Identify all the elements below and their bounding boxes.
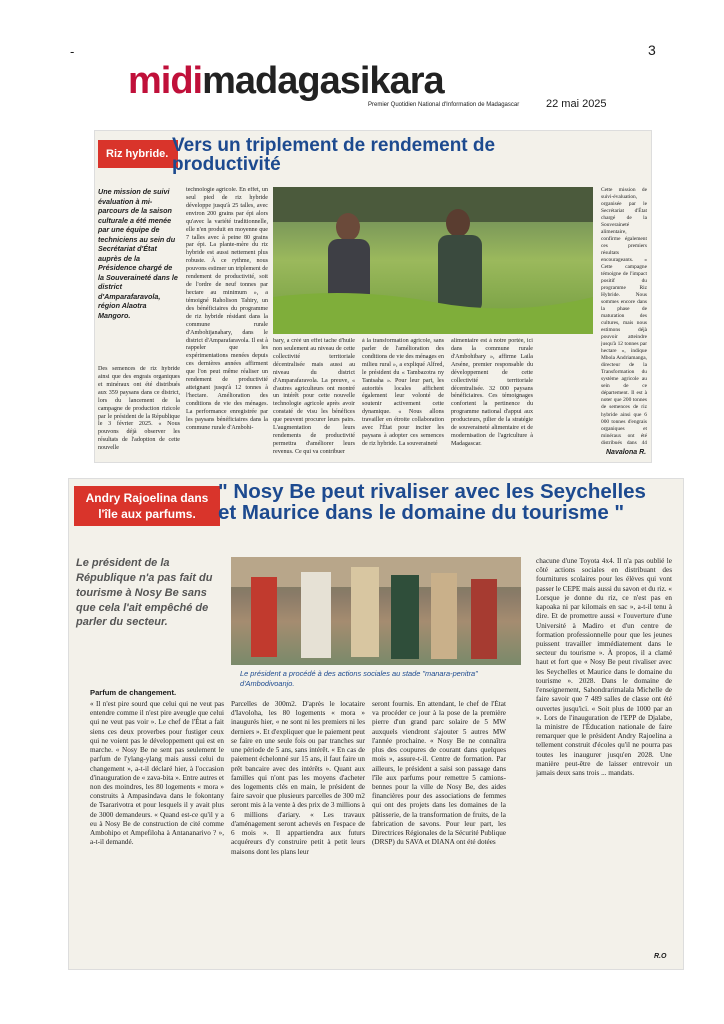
article-nosybe-signature: R.O [654,953,667,960]
rice-field-photo [273,187,593,334]
article-nosybe-subhead: Parfum de changement. [90,688,177,697]
newspaper-masthead [128,60,528,108]
article-nosybe-lede: Le président de la République n'a pas fait du tourisme à Nosy Be sans que cela l'ait empêché de parler du secteur. [76,557,213,629]
page-number: 3 [648,42,656,58]
article-rice-col1: Des semences de riz hybride ainsi que des engrais organiques et minéraux ont été distribués aux 359 paysans dans ce district, lors du lancement de la campagne de production rizicole par le président de la République le 3 février 2025. « Nous pouvons déjà observer les résultats de l'adoption de cette nouvelle [98,366,180,452]
article-rice-headline: Vers un triplement de rendement de productivité [172,135,496,175]
ceremony-caption: Le président a procédé à des actions sociales au stade "manara-penitra" d'Ambodivoanjo. [240,669,478,688]
article-rice-col5: alimentaire est à notre portée, ici dans la commune rurale d'Ambohibary », affirme Laila Arséne, premier responsable du développement de cette collectivité territoriale décentralisée. 32 000 paysans bénéficiaires. Ces témoignages confortent la pertinence du programme national d'appui aux producteurs, pilier de la stratégie de souveraineté alimentaire et de modernisation de l'agriculture à Madagascar. [451,338,533,447]
article-rice-col3: bary, a créé un effet tache d'huile non seulement au niveau de cette collectivité territoriale décentralisée mais aussi au niveau du district d'Amparafaravola. La preuve, « d'autres agriculteurs ont montré un intérêt pour cette nouvelle technologie agricole après avoir constaté de visu les bénéfices que peuvent procurer leurs pairs. L'augmentation de leurs rendements de productivité permettra d'améliorer leurs revenus. Ce qui va contribuer [273,338,355,455]
article-rice-kicker: Riz hybride. [98,140,178,168]
article-nosybe-col2: Parcelles de 300m2. D'après le locataire d'Iavoloha, les 80 logements « mora » inaugurés hier, « ne sont ni les premiers ni les derniers ». Et d'expliquer que le paiement peut se faire en une seule fois ou par tranches sur une période de 5 ans, sans intérêt. « En cas de paiement échelonné sur 15 ans, il faut faire un prêt bancaire avec des intérêts ». Quant aux familles qui n'ont pas les moyens d'acheter des logements clés en main, le président de faire savoir que plusieurs parcelles de 300 m2 seront mis à la vente à des prix de 3 millions à 6 millions d'ariary. « Les travaux d'aménagement seront achevés en l'espace de 6 mois ». Il appartiendra aux futurs acquéreurs d'y construire petit à petit leurs maisons dont les plans leur [231,700,365,856]
issue-date: 22 mai 2025 [546,98,607,110]
masthead-midi: midi [128,60,203,102]
ceremony-photo [231,557,521,665]
article-rice-col2: technologie agricole. En effet, un seul pied de riz hybride développe jusqu'à 25 talles, avec environ 200 grains par épi alors qu'avec la variété traditionnelle, elle n'en produit en moyenne que 7 talles avec à peine 80 grains par épi. La plante-mère du riz hybride est aussi nettement plus robuste. À ce rythme, nous pouvons estimer un triplement de rendement de productivité, soit de l'ordre de neuf tonnes par hectare au minimum », a témoigné Raholison Tahiry, un des bénéficiaires du programme de riz hybride résidant dans la commune rurale d'Ambohijanahary, dans le district d'Amparafaravola. Il est à rappeler que les expérimentations menées depuis ces dernières années affirment que l'on peut même réaliser un rendement de productivité atteignant jusqu'à 12 tonnes à l'hectare. Amélioration des conditions de vie des ménages. La performance enregistrée par les paysans bénéficiaires dans la commune rurale d'Ambohi- [186,187,268,431]
rice-photo-figures [273,187,593,334]
article-rice-lede: Une mission de suivi évaluation à mi-parcours de la saison culturale a été menée par une équipe de techniciens au sein du Secrétariat d'État auprès de la Présidence chargé de la Souveraineté dans le district d'Amparafaravola, région Alaotra Mangoro. [98,187,178,320]
masthead-madagasikara: madagasikara [202,60,444,102]
ceremony-photo-figures [231,557,521,665]
article-nosybe-col4: chacune d'une Toyota 4x4. Il n'a pas oublié le côté actions sociales en distribuant des fournitures scolaires pour les élèves qui vont passer le CEPE mais aussi du savon et du riz. « Lorsque je donne du riz, ce n'est pas en kapoaka ni par kilomais en sac », a-t-il tenu à dire. Et de promettre aussi « l'ouverture d'une Université à Madiro et d'un centre de formation professionnelle pour que les jeunes puissent travailler immédiatement dans le secteur du tourisme ». À propos, il a clamé haut et fort que « Nosy Be peut rivaliser avec les Seychelles et Maurice dans le domaine du tourisme ». 2028. Dans le domaine de l'enseignement, Sahondrarimalala Michelle de faire savoir que 7 489 salles de classe ont été ouvertes jusqu'ici. « Soit plus de 1000 par an ». Lors de l'inauguration de l'EPP de Djalabe, la ministre de l'Éducation nationale de faire remarquer que le président Andry Rajoelina a tellement construit d'écoles qu'il ne pourra pas toutes les inaugurer jusqu'en 2028. Une manière peut-être de laisser entrevoir un jamais deux sans trois ... mandats. [536,557,672,778]
article-rice-col6: Cette mission de suivi-évaluation, organisée par le Secrétariat d'État chargé de la Souveraineté alimentaire, confirme également ces premiers résultats encourageants. « Cette campagne témoigne de l'impact positif du programme Riz Hybride. Nous sommes encore dans la phase de maturation des cultures, mais nous estimons déjà pouvoir atteindre jusqu'à 12 tonnes par hectare », indique Mbola Andriamanga, directeur de la Transformation du système agricole au sein de ce département. Il est à noter que 200 tonnes de semences de riz hybride ainsi que 6 000 tonnes d'engrais organiques et minéraux ont été distribués dans 44 [601,187,647,445]
article-nosybe-col3: seront fournis. En attendant, le chef de l'État va procéder ce jour à la pose de la première pierre d'un grand parc solaire de 5 MW auxquels viendront s'ajouter 5 autres MW l'année prochaine. « Nosy Be ne connaîtra plus des coupures de courant dans quelques mois », assure-t-il. Centre de formation. Par ailleurs, le président a saisi son passage dans l'île aux parfums pour remettre 5 camions-bennes pour la ville de Nosy Be, des aides financières pour des associations de femmes qui ont des projets dans les domaines de la pâtisserie, de la transformation de fruits, de la fabrication de savons. Pour leur part, les Directrices Régionales de la Sécurité Publique (DRSP) du SAVA et DIANA ont été dotées [372,700,506,847]
article-rice-signature: Navalona R. [606,449,647,456]
top-mark: - [70,44,75,59]
article-rice-col4: à la transformation agricole, sans parler de l'amélioration des conditions de vie des ménages en milieu rural », a expliqué Alfred, le président du « Tambazotra ny Tantsaha ». Pour leur part, les autorités locales affichent également leur volonté de soutenir activement cette dynamique. « Nous allons travailler en étroite collaboration avec l'État pour inciter les paysans à adopter ces semences de riz hybride. La souveraineté [362,338,444,447]
masthead-tagline: Premier Quotidien National d'Information de Madagascar [368,102,520,108]
article-nosybe-headline: " Nosy Be peut rivaliser avec les Seychelles et Maurice dans le domaine du tourisme " [218,480,646,524]
article-nosybe-kicker: Andry Rajoelina dans l'île aux parfums. [74,486,220,526]
article-nosybe-col1: « Il n'est pire sourd que celui qui ne veut pas entendre comme il n'est pire aveugle que celui qui ne veut pas voir ». Le chef de l'État a fait siens ces deux proverbes pour fustiger ceux qui ne voient pas le développement qui est en marche. « Nosy Be ne sent pas seulement le parfum de l'ylang-ylang mais aussi celui du changement », a-t-il déclaré hier, à l'occasion d'inauguration de « zava-bita ». Entre autres et non des moindres, les 80 logements « mora » construits à Ampasindava dans le fokontany de Tsararivotra et pour lesquels il y avait plus de 3000 demandeurs. « Quand est-ce qu'il y a eu à Nosy Be de construction de cité comme Ambohipo et Ampefiloha à Antananarivo ? », a-t-il demandé. [90,700,224,847]
